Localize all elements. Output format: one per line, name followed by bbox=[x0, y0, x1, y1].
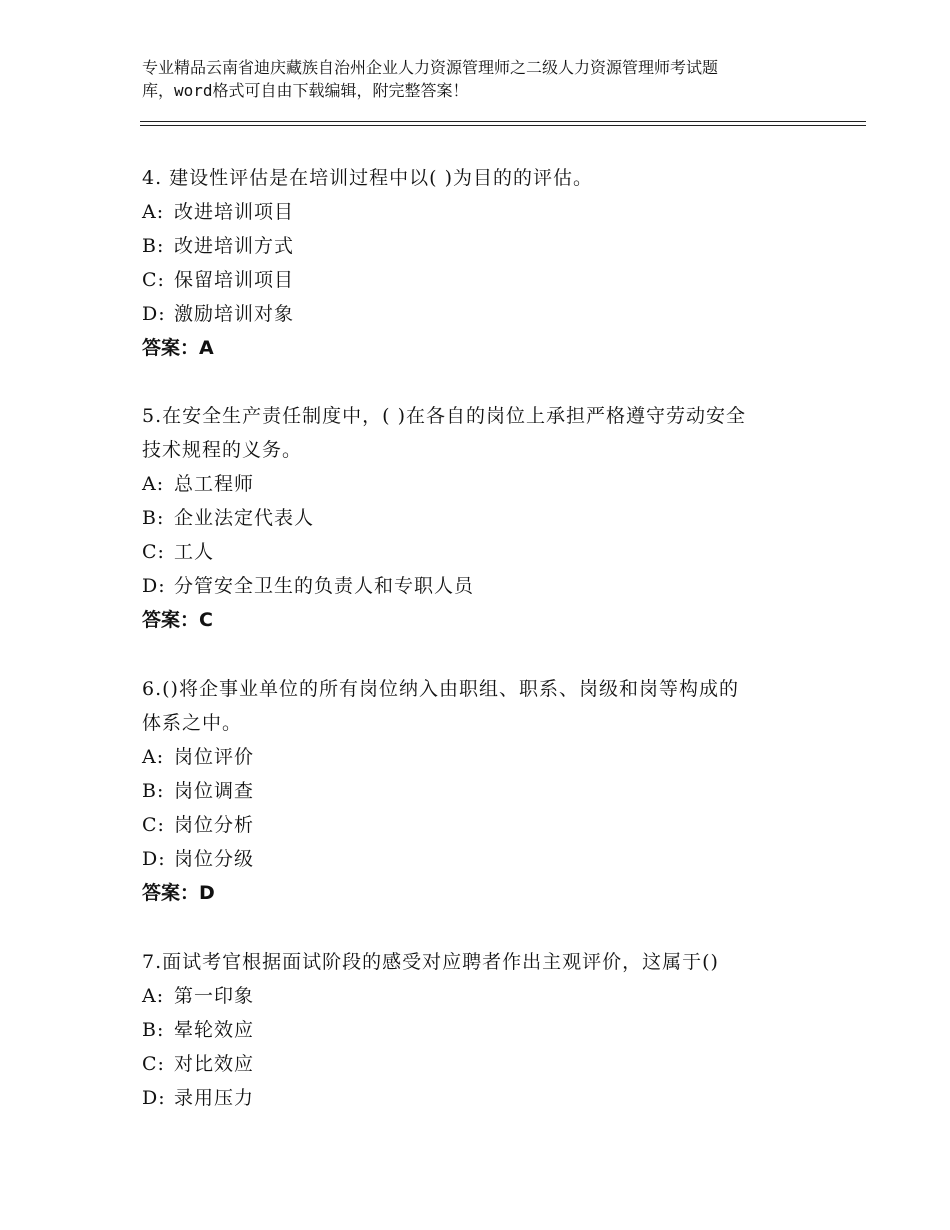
option-text: 总工程师 bbox=[174, 473, 255, 495]
option-text: 企业法定代表人 bbox=[174, 507, 315, 529]
option-text: 分管安全卫生的负责人和专职人员 bbox=[174, 575, 475, 597]
option-letter: A: bbox=[142, 746, 165, 768]
question-option-d bbox=[142, 1081, 822, 1115]
option-letter: D: bbox=[142, 1087, 166, 1109]
question-option-b bbox=[142, 774, 822, 808]
option-letter: B: bbox=[142, 1019, 165, 1041]
question-option-a bbox=[142, 195, 822, 229]
option-letter: C: bbox=[142, 541, 165, 563]
option-text: 保留培训项目 bbox=[174, 269, 295, 291]
question-option-b bbox=[142, 229, 822, 263]
question-option-a bbox=[142, 740, 822, 774]
question-6 bbox=[142, 672, 822, 910]
option-text: 对比效应 bbox=[174, 1053, 255, 1075]
option-text: 录用压力 bbox=[174, 1087, 255, 1109]
option-text: 激励培训对象 bbox=[174, 303, 295, 325]
option-letter: C: bbox=[142, 814, 165, 836]
question-option-a bbox=[142, 467, 822, 501]
option-text: 工人 bbox=[174, 541, 215, 563]
option-text: 第一印象 bbox=[174, 985, 255, 1007]
option-letter: A: bbox=[142, 985, 165, 1007]
question-stem: 4. 建设性评估是在培训过程中以( )为目的的评估。 bbox=[142, 167, 594, 189]
question-stem-line-1: 5.在安全生产责任制度中，( )在各自的岗位上承担严格遵守劳动安全 bbox=[142, 405, 746, 427]
option-letter: B: bbox=[142, 235, 165, 257]
option-letter: D: bbox=[142, 575, 166, 597]
option-text: 岗位分级 bbox=[174, 848, 255, 870]
question-option-a bbox=[142, 979, 822, 1013]
option-letter: A: bbox=[142, 201, 165, 223]
option-letter: C: bbox=[142, 1053, 165, 1075]
option-letter: B: bbox=[142, 780, 165, 802]
header-title-line-1: 专业精品云南省迪庆藏族自治州企业人力资源管理师之二级人力资源管理师考试题 bbox=[142, 58, 719, 77]
question-option-c bbox=[142, 808, 822, 842]
question-option-c bbox=[142, 535, 822, 569]
question-stem-line-1: 6.()将企事业单位的所有岗位纳入由职组、职系、岗级和岗等构成的 bbox=[142, 678, 739, 700]
question-answer: 答案：C bbox=[142, 609, 213, 631]
question-option-c bbox=[142, 1047, 822, 1081]
question-stem: 7.面试考官根据面试阶段的感受对应聘者作出主观评价，这属于() bbox=[142, 951, 719, 973]
option-text: 改进培训项目 bbox=[174, 201, 295, 223]
option-text: 岗位调查 bbox=[174, 780, 255, 802]
document-header bbox=[142, 56, 832, 102]
option-letter: C: bbox=[142, 269, 165, 291]
option-letter: A: bbox=[142, 473, 165, 495]
question-option-d bbox=[142, 842, 822, 876]
option-letter: D: bbox=[142, 303, 166, 325]
option-letter: D: bbox=[142, 848, 166, 870]
option-text: 岗位分析 bbox=[174, 814, 255, 836]
question-answer: 答案：D bbox=[142, 882, 215, 904]
header-title-line-2: 库，word格式可自由下载编辑，附完整答案！ bbox=[142, 81, 469, 100]
option-text: 岗位评价 bbox=[174, 746, 255, 768]
option-text: 改进培训方式 bbox=[174, 235, 295, 257]
question-4 bbox=[142, 161, 822, 365]
question-stem-line-2: 体系之中。 bbox=[142, 712, 243, 734]
question-answer: 答案：A bbox=[142, 337, 214, 359]
header-rule-top bbox=[140, 121, 866, 122]
header-rule-bottom bbox=[140, 125, 866, 126]
question-option-b bbox=[142, 501, 822, 535]
option-letter: B: bbox=[142, 507, 165, 529]
question-option-d bbox=[142, 569, 822, 603]
question-option-b bbox=[142, 1013, 822, 1047]
question-7 bbox=[142, 945, 822, 1115]
question-stem-line-2: 技术规程的义务。 bbox=[142, 439, 303, 461]
option-text: 晕轮效应 bbox=[174, 1019, 255, 1041]
question-5 bbox=[142, 399, 822, 637]
question-option-c bbox=[142, 263, 822, 297]
question-option-d bbox=[142, 297, 822, 331]
